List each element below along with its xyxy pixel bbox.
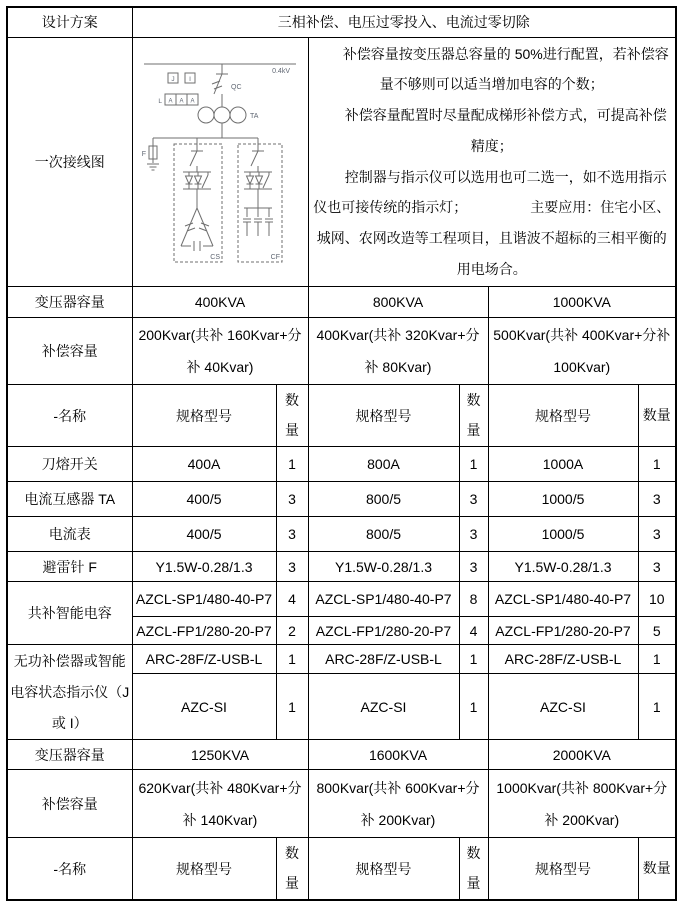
qty-cell: 1	[459, 645, 488, 674]
qty-cell: 1	[459, 447, 488, 482]
spec-cell: Y1.5W-0.28/1.3	[308, 552, 459, 582]
spec-header: 规格型号	[308, 385, 459, 447]
spec-cell: 400/5	[132, 517, 276, 552]
qty-cell: 3	[276, 517, 308, 552]
compensation-capacity-label: 补偿容量	[7, 317, 132, 384]
equipment-name: 刀熔开关	[7, 447, 132, 482]
qty-cell: 1	[276, 645, 308, 674]
spec-cell: AZC-SI	[132, 673, 276, 740]
note-controller-and-application: 控制器与指示仪可以选用也可二选一，如不选用指示仪也可接传统的指示灯； 主要应用：住宅小区、城网、农网改造等工程项目，且谐波不超标的三相平衡的用电场合。	[313, 168, 671, 278]
equipment-row-ammeter	[7, 517, 676, 552]
spec-header: 规格型号	[132, 385, 276, 447]
compensation-capacity-label: 补偿容量	[7, 770, 132, 838]
ta-current-transformers-icon	[198, 107, 259, 123]
qty-cell: 2	[276, 617, 308, 645]
compensation-value: 620Kvar(共补 480Kvar+分补 140Kvar)	[132, 770, 308, 838]
qty-header: 数量	[276, 385, 308, 447]
svg-text:L: L	[158, 98, 162, 106]
qty-cell: 3	[459, 482, 488, 517]
spec-cell: 400A	[132, 447, 276, 482]
spec-cell: ARC-28F/Z-USB-L	[132, 645, 276, 674]
compensation-value: 200Kvar(共补 160Kvar+分补 40Kvar)	[132, 317, 308, 384]
equipment-name: 电流表	[7, 517, 132, 552]
svg-text:A: A	[190, 98, 195, 105]
qty-cell: 4	[459, 617, 488, 645]
spec-header: 规格型号	[132, 838, 276, 900]
equipment-name: 共补智能电容	[7, 582, 132, 645]
diagram-row	[7, 37, 676, 286]
qty-cell: 3	[276, 482, 308, 517]
spec-header: 规格型号	[488, 385, 638, 447]
name-header: -名称	[7, 385, 132, 447]
spec-cell: 800/5	[308, 482, 459, 517]
compensation-value: 1000Kvar(共补 800Kvar+分补 200Kvar)	[488, 770, 676, 838]
transformer-capacity-row-1	[7, 286, 676, 317]
transformer-capacity-label: 变压器容量	[7, 740, 132, 770]
qty-cell: 3	[638, 482, 676, 517]
compensation-capacity-row-1	[7, 317, 676, 384]
cf-label: CF	[270, 254, 280, 262]
equipment-name: 避雷针 F	[7, 552, 132, 582]
qc-switch-icon	[212, 64, 242, 107]
spec-cell: 400/5	[132, 482, 276, 517]
ta-label: TA	[250, 113, 259, 121]
spec-cell: AZC-SI	[308, 673, 459, 740]
transformer-value: 800KVA	[308, 286, 488, 317]
f-label: F	[141, 151, 146, 159]
svg-text:I: I	[189, 76, 191, 84]
equipment-row-arrester	[7, 552, 676, 582]
spec-cell: 800A	[308, 447, 459, 482]
spec-cell: AZCL-FP1/280-20-P7	[132, 617, 276, 645]
cf-star-capacitor-group	[238, 138, 282, 262]
equipment-name: 电流互感器 TA	[7, 482, 132, 517]
spec-cell: AZC-SI	[488, 673, 638, 740]
qty-header: 数量	[638, 838, 676, 900]
spec-cell: Y1.5W-0.28/1.3	[488, 552, 638, 582]
qty-header: 数量	[638, 385, 676, 447]
cs-delta-capacitor-group	[174, 138, 222, 262]
bus-voltage-label: 0.4kV	[272, 68, 290, 76]
qty-cell: 1	[276, 447, 308, 482]
equipment-row-knife-fuse-switch	[7, 447, 676, 482]
cs-label: CS	[210, 254, 220, 262]
column-header-row-1	[7, 385, 676, 447]
compensation-value: 400Kvar(共补 320Kvar+分补 80Kvar)	[308, 317, 488, 384]
spec-cell: AZCL-SP1/480-40-P7	[488, 582, 638, 617]
qty-cell: 1	[276, 673, 308, 740]
qty-cell: 8	[459, 582, 488, 617]
svg-text:A: A	[168, 98, 173, 105]
spec-header: 规格型号	[308, 838, 459, 900]
configuration-notes	[308, 37, 676, 286]
spec-cell: 1000/5	[488, 482, 638, 517]
spec-cell: AZCL-FP1/280-20-P7	[308, 617, 459, 645]
spec-cell: ARC-28F/Z-USB-L	[308, 645, 459, 674]
transformer-capacity-label: 变压器容量	[7, 286, 132, 317]
spec-cell: ARC-28F/Z-USB-L	[488, 645, 638, 674]
transformer-value: 2000KVA	[488, 740, 676, 770]
transformer-value: 1000KVA	[488, 286, 676, 317]
qty-cell: 3	[459, 552, 488, 582]
transformer-value: 1250KVA	[132, 740, 308, 770]
design-scheme-label: 设计方案	[7, 7, 132, 37]
equipment-row-shared-capacitor-sp1	[7, 582, 676, 617]
column-header-row-2	[7, 838, 676, 900]
qty-cell: 3	[459, 517, 488, 552]
transformer-capacity-row-2	[7, 740, 676, 770]
qty-cell: 1	[638, 447, 676, 482]
qty-header: 数量	[276, 838, 308, 900]
design-scheme-row	[7, 7, 676, 37]
qty-cell: 1	[638, 645, 676, 674]
compensation-capacity-row-2	[7, 770, 676, 838]
equipment-row-controller	[7, 645, 676, 674]
qc-label: QC	[231, 84, 242, 92]
compensation-value: 800Kvar(共补 600Kvar+分补 200Kvar)	[308, 770, 488, 838]
qty-cell: 3	[638, 552, 676, 582]
transformer-value: 400KVA	[132, 286, 308, 317]
qty-cell: 1	[638, 673, 676, 740]
single-line-diagram	[138, 58, 302, 268]
indicator-meters-icon	[158, 73, 198, 105]
compensation-spec-table	[6, 6, 677, 901]
svg-text:J: J	[171, 76, 175, 84]
wiring-diagram-cell	[132, 37, 308, 286]
qty-cell: 1	[459, 673, 488, 740]
name-header: -名称	[7, 838, 132, 900]
equipment-row-current-transformer	[7, 482, 676, 517]
svg-text:A: A	[179, 98, 184, 105]
qty-header: 数量	[459, 385, 488, 447]
equipment-name: 无功补偿器或智能电容状态指示仪（J 或 I）	[7, 645, 132, 740]
spec-cell: AZCL-SP1/480-40-P7	[132, 582, 276, 617]
arrester-f-icon	[142, 138, 159, 170]
spec-cell: Y1.5W-0.28/1.3	[132, 552, 276, 582]
transformer-value: 1600KVA	[308, 740, 488, 770]
spec-header: 规格型号	[488, 838, 638, 900]
wiring-diagram-label: 一次接线图	[7, 37, 132, 286]
qty-cell: 10	[638, 582, 676, 617]
spec-cell: AZCL-SP1/480-40-P7	[308, 582, 459, 617]
spec-cell: AZCL-FP1/280-20-P7	[488, 617, 638, 645]
qty-header: 数量	[459, 838, 488, 900]
note-ladder-compensation: 补偿容量配置时尽量配成梯形补偿方式，可提高补偿精度；	[344, 107, 667, 154]
note-capacity-config: 补偿容量按变压器总容量的 50%进行配置，若补偿容量不够则可以适当增加电容的个数；	[342, 45, 669, 93]
spec-cell: 1000A	[488, 447, 638, 482]
qty-cell: 5	[638, 617, 676, 645]
design-scheme-value: 三相补偿、电压过零投入、电流过零切除	[132, 7, 676, 37]
spec-cell: 1000/5	[488, 517, 638, 552]
spec-cell: 800/5	[308, 517, 459, 552]
qty-cell: 4	[276, 582, 308, 617]
compensation-value: 500Kvar(共补 400Kvar+分补 100Kvar)	[488, 317, 676, 384]
qty-cell: 3	[638, 517, 676, 552]
qty-cell: 3	[276, 552, 308, 582]
